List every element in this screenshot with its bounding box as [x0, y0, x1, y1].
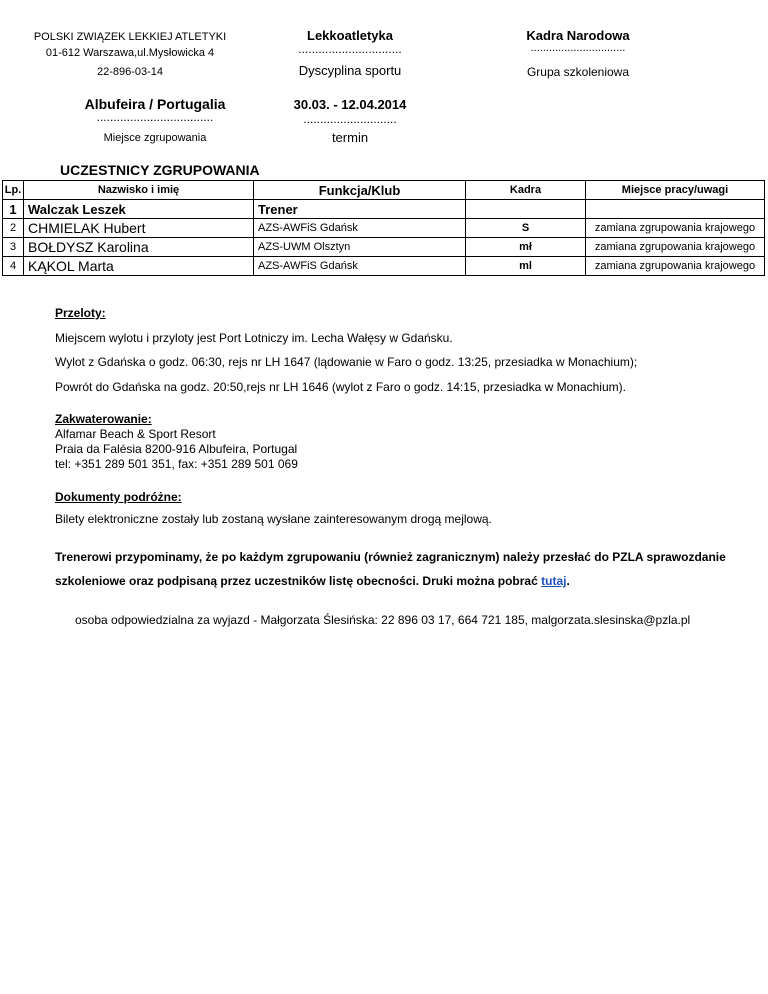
header-function: Funkcja/Klub [254, 181, 466, 200]
row-name: CHMIELAK Hubert [24, 219, 254, 238]
accommodation-line-3: tel: +351 289 501 351, fax: +351 289 501 069 [55, 457, 298, 471]
row-notes: zamiana zgrupowania krajowego [586, 257, 765, 276]
term-dots: ............................ [303, 112, 397, 126]
discipline-label: Dyscyplina sportu [298, 63, 402, 78]
row-kadra: mł [466, 238, 586, 257]
row-function: AZS-UWM Olsztyn [254, 238, 466, 257]
org-phone: 22-896-03-14 [96, 66, 164, 78]
term-value: 30.03. - 12.04.2014 [293, 97, 407, 112]
flights-line-1: Miejscem wylotu i przyloty jest Port Lotniczy im. Lecha Wałęsy w Gdańsku. [55, 331, 453, 345]
row-kadra: ml [466, 257, 586, 276]
row-kadra [466, 200, 586, 219]
section-title: UCZESTNICY ZGRUPOWANIA [60, 162, 260, 178]
flights-line-2: Wylot z Gdańska o godz. 06:30, rejs nr LH 1647 (lądowanie w Faro o godz. 13:25, przesiadka w Monachium); [55, 355, 638, 369]
documents-line-1: Bilety elektroniczne zostały lub zostaną wysłane zainteresowanym drogą mejlową. [55, 512, 492, 526]
row-function: AZS-AWFiS Gdańsk [254, 257, 466, 276]
group-dots: ............................... [530, 42, 626, 54]
flights-line-3: Powrót do Gdańska na godz. 20:50,rejs nr LH 1646 (wylot z Faro o godz. 14:15, przesiadka w Monachium). [55, 380, 626, 394]
group-label: Grupa szkoleniowa [526, 65, 630, 79]
header-name: Nazwisko i imię [24, 181, 254, 200]
place-dots: ................................... [96, 110, 214, 124]
row-function: AZS-AWFiS Gdańsk [254, 219, 466, 238]
flights-heading: Przeloty: [55, 306, 106, 320]
discipline-dots: ............................... [298, 42, 402, 56]
table-row [3, 238, 765, 257]
group-value: Kadra Narodowa [526, 28, 630, 43]
row-name: Walczak Leszek [24, 200, 254, 219]
header-notes: Miejsce pracy/uwagi [586, 181, 765, 200]
place-value: Albufeira / Portugalia [84, 96, 226, 112]
row-lp: 2 [3, 219, 24, 238]
contact-person: osoba odpowiedzialna za wyjazd - Małgorzata Ślesińska: 22 896 03 17, 664 721 185, malgorzata.slesinska@pzla.pl [75, 613, 691, 627]
documents-heading: Dokumenty podróżne: [55, 490, 182, 504]
discipline-value: Lekkoatletyka [307, 28, 393, 43]
table-row [3, 219, 765, 238]
table-row [3, 200, 765, 219]
row-lp: 3 [3, 238, 24, 257]
table-row [3, 257, 765, 276]
reminder-line-2 [55, 574, 570, 588]
reminder-line-2-end: . [566, 574, 570, 588]
row-notes [586, 200, 765, 219]
table-header-row [3, 181, 765, 200]
org-address: 01-612 Warszawa,ul.Mysłowicka 4 [45, 47, 215, 59]
row-notes: zamiana zgrupowania krajowego [586, 219, 765, 238]
accommodation-line-2: Praia da Falésia 8200-916 Albufeira, Portugal [55, 442, 298, 456]
accommodation-line-1: Alfamar Beach & Sport Resort [55, 427, 216, 441]
row-kadra: S [466, 219, 586, 238]
row-notes: zamiana zgrupowania krajowego [586, 238, 765, 257]
row-lp: 1 [3, 200, 24, 219]
org-name: POLSKI ZWIĄZEK LEKKIEJ ATLETYKI [33, 31, 227, 43]
download-forms-link[interactable]: tutaj [541, 574, 567, 588]
place-label: Miejsce zgrupowania [103, 132, 207, 144]
row-lp: 4 [3, 257, 24, 276]
row-name: KĄKOL Marta [24, 257, 254, 276]
row-function: Trener [254, 200, 466, 219]
term-label: termin [331, 130, 369, 145]
participants-table [2, 180, 765, 276]
reminder-line-1: Trenerowi przypominamy, że po każdym zgrupowaniu (również zagranicznym) należy przesłać do PZLA sprawozdanie [55, 550, 726, 564]
header-lp: Lp. [3, 181, 24, 200]
reminder-line-2-text: szkoleniowe oraz podpisaną przez uczestników listę obecności. Druki można pobrać [55, 574, 542, 588]
accommodation-heading: Zakwaterowanie: [55, 412, 152, 426]
header-kadra: Kadra [466, 181, 586, 200]
row-name: BOŁDYSZ Karolina [24, 238, 254, 257]
